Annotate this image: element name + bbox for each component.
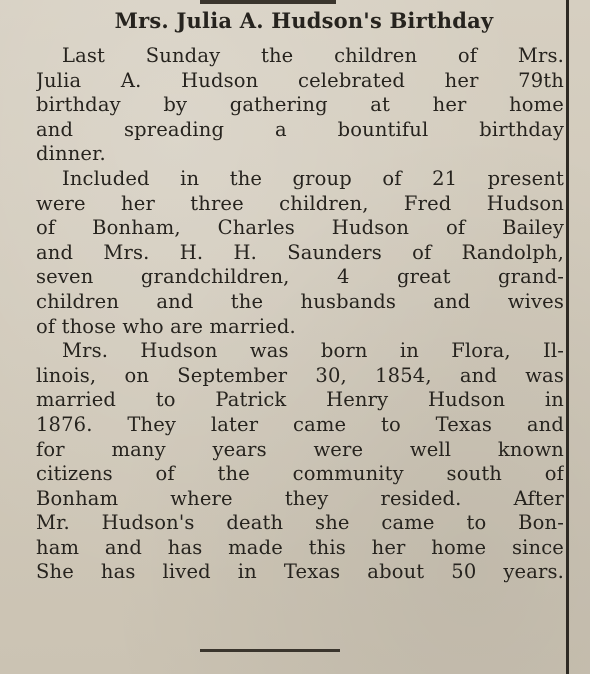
text-line: 1876. They later came to Texas and [36,412,564,436]
text-line: Bonham where they resided. After [36,486,564,510]
column-divider-rule [566,0,569,674]
top-divider-rule [200,0,336,4]
next-article-fragment [36,662,556,674]
text-line: were her three children, Fred Hudson [36,191,564,215]
paragraph-2 [36,167,564,339]
text-line: She has lived in Texas about 50 years. [36,560,564,584]
text-line: Julia A. Hudson celebrated her 79th [36,68,564,92]
text-line: Mrs. Hudson was born in Flora, Il- [62,339,564,363]
text-line: children and the husbands and wives [36,289,564,313]
text-line: Last Sunday the children of Mrs. [62,44,564,67]
text-line: ham and has made this her home since [36,535,564,559]
text-line: and Mrs. H. H. Saunders of Randolph, [36,240,564,264]
text-line: linois, on September 30, 1854, and was [36,363,564,387]
article-headline: Mrs. Julia A. Hudson's Birthday [114,8,494,33]
birthday-article [36,8,564,585]
text-line: seven grandchildren, 4 great grand- [36,265,564,289]
text-line: Mr. Hudson's death she came to Bon- [36,511,564,535]
paragraph-1 [36,44,564,167]
paragraph-3 [36,339,564,585]
text-line: for many years were well known [36,437,564,461]
article-body [36,44,564,585]
text-line: and spreading a bountiful birthday [36,117,564,141]
text-line: birthday by gathering at her home [36,93,564,117]
text-line: Included in the group of 21 present [62,166,564,190]
text-line: married to Patrick Henry Hudson in [36,388,564,412]
text-line: citizens of the community south of [36,462,564,486]
text-line: dinner. [36,142,106,166]
text-line: of those who are married. [36,314,296,338]
text-line: of Bonham, Charles Hudson of Bailey [36,216,564,240]
bottom-divider-rule [200,649,340,652]
